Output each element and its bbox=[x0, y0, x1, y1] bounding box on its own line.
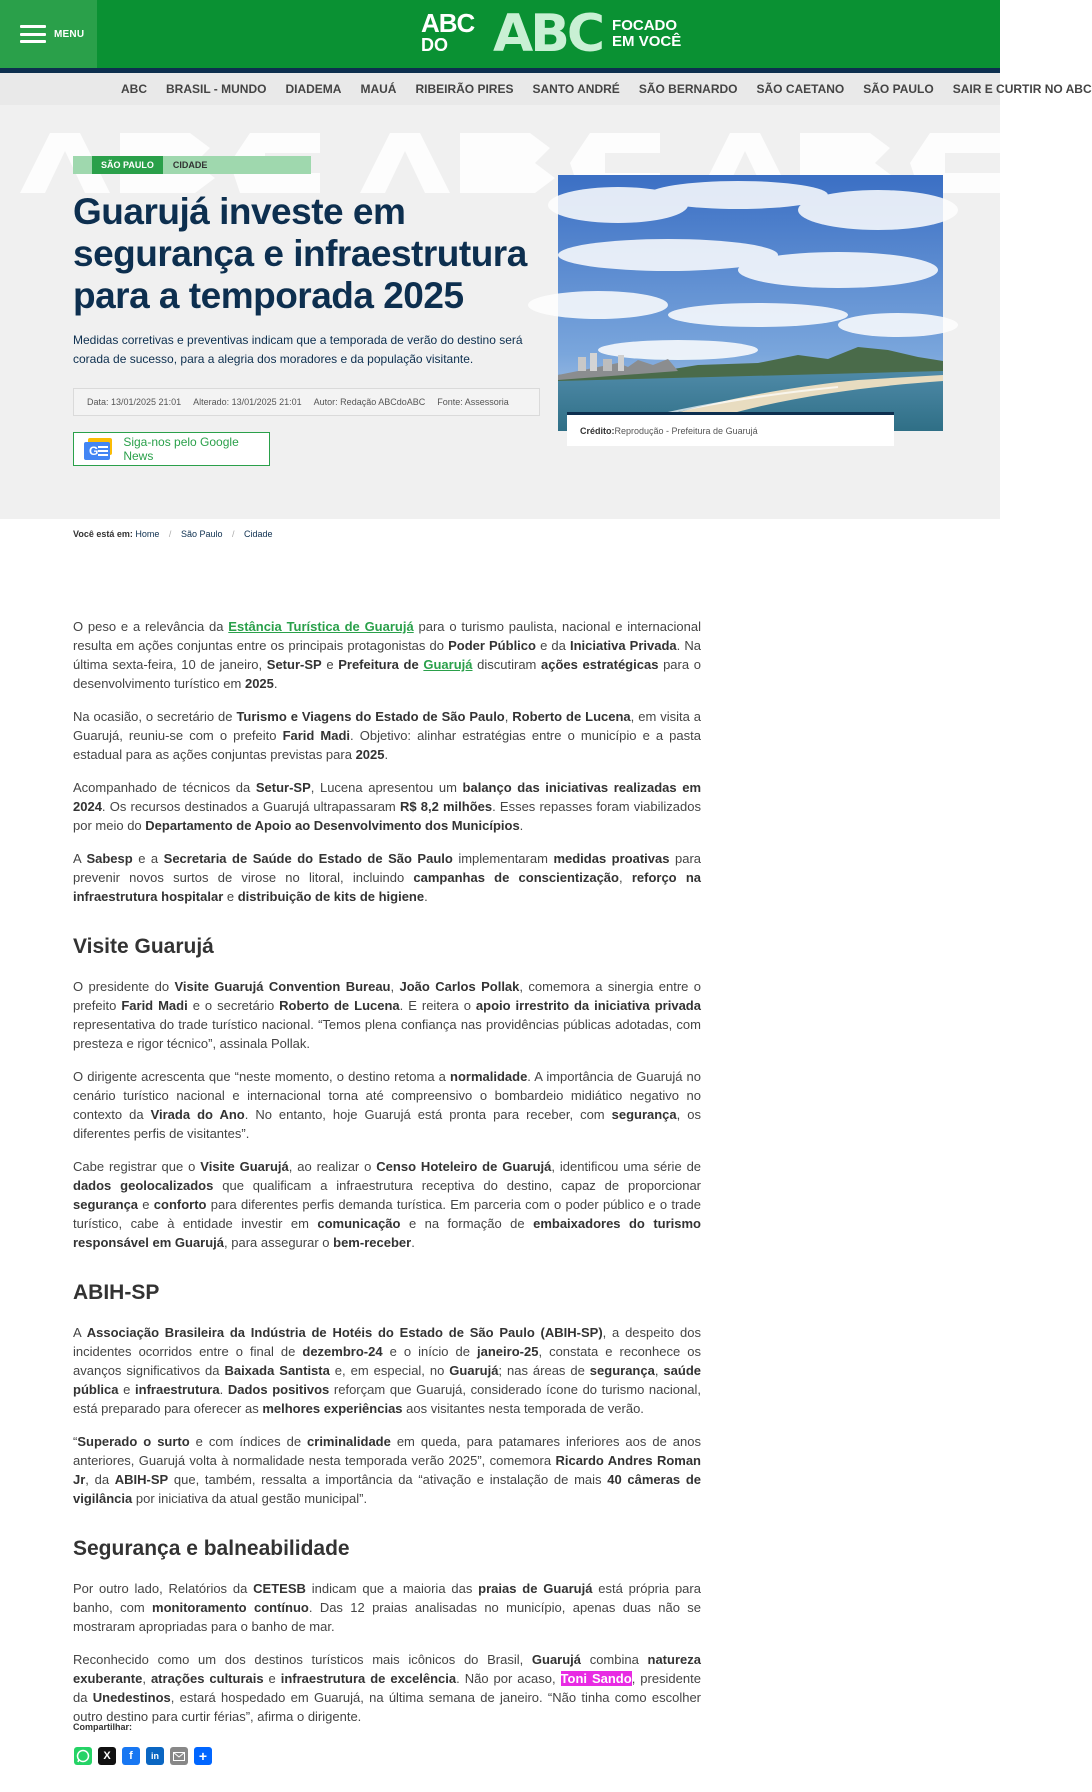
breadcrumb-sao-paulo[interactable]: São Paulo bbox=[180, 529, 223, 539]
email-icon[interactable] bbox=[170, 1747, 188, 1765]
breadcrumb: Você está em: Home / São Paulo / Cidade bbox=[73, 529, 273, 539]
photo-credit bbox=[567, 412, 894, 446]
article-photo bbox=[558, 175, 943, 431]
nav-item-sao-bernardo[interactable]: SÃO BERNARDO bbox=[638, 82, 738, 96]
nav-item-maua[interactable]: MAUÁ bbox=[360, 82, 397, 96]
credit-text: Reprodução - Prefeitura de Guarujá bbox=[614, 426, 758, 436]
meta-author: Autor: Redação ABCdoABC bbox=[313, 397, 426, 407]
nav-item-ribeirao-pires[interactable]: RIBEIRÃO PIRES bbox=[415, 82, 514, 96]
article-subtitle: Medidas corretivas e preventivas indicam que a temporada de verão do destino será corada de sucesso, para a alegria dos moradores e da população visitante. bbox=[73, 333, 523, 366]
tag-sao-paulo[interactable]: SÃO PAULO bbox=[92, 156, 163, 174]
logo-tag-line2: EM VOCÊ bbox=[612, 33, 682, 50]
article-hero bbox=[0, 105, 1000, 519]
category-tags bbox=[73, 156, 311, 174]
logo-big: ABC bbox=[493, 4, 603, 64]
site-logo[interactable] bbox=[421, 4, 682, 64]
whatsapp-icon[interactable] bbox=[74, 1747, 92, 1765]
paragraph-6: O dirigente acrescenta que “neste momento, o destino retoma a normalidade. A importância de Guarujá no cenário turístico nacional e internacional torna até compreensivo o bombardeio midiático negativo no contexto da Virada do Ano. No entanto, hoje Guarujá está pronta para receber, com segurança, os diferentes perfis de visitantes”. bbox=[73, 1069, 701, 1141]
logo-tag-line1: FOCADO bbox=[612, 17, 678, 34]
heading-visite-guaruja: Visite Guarujá bbox=[73, 935, 214, 958]
share-label: Compartilhar: bbox=[73, 1722, 133, 1732]
nav-item-brasil-mundo[interactable]: BRASIL - MUNDO bbox=[166, 82, 267, 96]
breadcrumb-cidade[interactable]: Cidade bbox=[244, 529, 273, 539]
paragraph-7: Cabe registrar que o Visite Guarujá, ao realizar o Censo Hoteleiro de Guarujá, identificou uma série de dados geolocalizados que qualificam a infraestrutura receptiva do destino, capaz de proporcionar segurança e conforto para diferentes perfis demanda turística. Em parceria com o poder público e o trade turístico, cabe à entidade investir em comunicação e na formação de embaixadores do turismo responsável em Guarujá, para assegurar o bem-receber. bbox=[73, 1159, 702, 1250]
nav-item-sair-e-curtir[interactable]: SAIR E CURTIR NO ABC bbox=[952, 82, 1092, 96]
article-title: Guarujá investe em segurança e infraestrutura para a temporada 2025 bbox=[73, 191, 527, 316]
highlighted-name: Toni Sando bbox=[560, 1671, 632, 1686]
meta-source: Fonte: Assessoria bbox=[437, 397, 509, 407]
meta-date: Data: 13/01/2025 21:01 bbox=[87, 397, 182, 407]
menu-button[interactable] bbox=[0, 0, 97, 68]
tag-cidade[interactable]: CIDADE bbox=[172, 160, 208, 170]
paragraph-2: Na ocasião, o secretário de Turismo e Viagens do Estado de São Paulo, Roberto de Lucena, em visita a Guarujá, reuniu-se com o prefeito Farid Madi. Objetivo: alinhar estratégias entre o município e a pasta estadual para as ações conjuntas previstas para 2025. bbox=[73, 709, 701, 762]
nav-item-sao-paulo[interactable]: SÃO PAULO bbox=[863, 82, 934, 96]
paragraph-5: O presidente do Visite Guarujá Convention Bureau, João Carlos Pollak, comemora a sinergia entre o prefeito Farid Madi e o secretário Roberto de Lucena. E reitera o apoio irrestrito da iniciativa privada representativa do trade turístico nacional. “Temos plena confiança nas providências públicas adotadas, com presteza e rigor técnico”, assinala Pollak. bbox=[73, 979, 701, 1051]
paragraph-10: Por outro lado, Relatórios da CETESB indicam que a maioria das praias de Guarujá está própria para banho, com monitoramento contínuo. Das 12 praias analisadas no município, apenas duas não se mostraram apropriadas para o banho de mar. bbox=[73, 1581, 702, 1634]
article-body bbox=[73, 617, 701, 1740]
logo-small-bottom: DO bbox=[421, 35, 448, 55]
paragraph-9: “Superado o surto e com índices de criminalidade em queda, para patamares inferiores aos de anos anteriores, Guarujá volta à normalidade nesta temporada verão 2025”, comemora Ricardo Andres Roman Jr, da ABIH-SP que, também, ressalta a importância da “ativação e instalação de mais 40 câmeras de vigilância por iniciativa da atual gestão municipal”. bbox=[73, 1434, 702, 1506]
linkedin-icon[interactable]: in bbox=[146, 1747, 164, 1765]
menu-label: MENU bbox=[54, 28, 85, 40]
logo-small-top: ABC bbox=[421, 8, 475, 38]
nav-item-diadema[interactable]: DIADEMA bbox=[285, 82, 342, 96]
credit-label: Crédito: bbox=[580, 426, 615, 436]
paragraph-11: Reconhecido como um dos destinos turísticos mais icônicos do Brasil, Guarujá combina natureza exuberante, atrações culturais e infraestrutura de excelência. Não por acaso, Toni Sando, presidente da Unedestinos, estará hospedado em Guarujá, na última semana de janeiro. “Não tinha como escolher outro destino para curtir férias”, afirma o dirigente. bbox=[73, 1652, 701, 1724]
heading-abih-sp: ABIH-SP bbox=[73, 1281, 160, 1304]
nav-item-abc[interactable]: ABC bbox=[121, 82, 147, 96]
share-plus-icon[interactable]: + bbox=[194, 1747, 212, 1765]
paragraph-4: A Sabesp e a Secretaria de Saúde do Estado de São Paulo implementaram medidas proativas para prevenir novos surtos de virose no litoral, incluindo campanhas de conscientização, reforço na infraestrutura hospitalar e distribuição de kits de higiene. bbox=[73, 851, 702, 904]
link-estancia-turistica[interactable]: Estância Turística de Guarujá bbox=[228, 619, 414, 634]
paragraph-3: Acompanhado de técnicos da Setur-SP, Lucena apresentou um balanço das iniciativas realizadas em 2024. Os recursos destinados a Guarujá ultrapassaram R$ 8,2 milhões. Esses repasses foram viabilizados por meio do Departamento de Apoio ao Desenvolvimento dos Municípios. bbox=[73, 780, 701, 833]
x-icon[interactable]: X bbox=[98, 1747, 116, 1765]
meta-altered: Alterado: 13/01/2025 21:01 bbox=[193, 397, 302, 407]
google-news-icon: G bbox=[84, 438, 115, 460]
hamburger-icon bbox=[20, 25, 46, 43]
heading-seguranca-balneabilidade: Segurança e balneabilidade bbox=[73, 1537, 350, 1560]
nav-item-santo-andre[interactable]: SANTO ANDRÉ bbox=[532, 82, 620, 96]
breadcrumb-label: Você está em: bbox=[73, 529, 133, 539]
google-news-label: Siga-nos pelo Google News bbox=[123, 435, 239, 463]
paragraph-8: A Associação Brasileira da Indústria de Hotéis do Estado de São Paulo (ABIH-SP), a despeito dos incidentes ocorridos entre o final de dezembro-24 e o início de janeiro-25, constata e reconhece os avanços significativos da Baixada Santista e, em especial, no Guarujá; nas áreas de segurança, saúde pública e infraestrutura. Dados positivos reforçam que Guarujá, considerado ícone do turismo nacional, está preparado para oferecer as melhores experiências aos visitantes nesta temporada de verão. bbox=[73, 1325, 701, 1416]
paragraph-1: O peso e a relevância da Estância Turística de Guarujá para o turismo paulista, nacional e internacional resulta em ações conjuntas entre os principais protagonistas do Poder Público e da Iniciativa Privada. Na última sexta-feira, 10 de janeiro, Setur-SP e Prefeitura de Guarujá discutiram ações estratégicas para o desenvolvimento turístico em 2025. bbox=[73, 619, 701, 691]
facebook-icon[interactable]: f bbox=[122, 1747, 140, 1765]
nav-item-sao-caetano[interactable]: SÃO CAETANO bbox=[756, 82, 845, 96]
top-header bbox=[0, 0, 1000, 68]
share-buttons bbox=[74, 1747, 218, 1765]
link-guaruja[interactable]: Guarujá bbox=[423, 657, 473, 672]
breadcrumb-home[interactable]: Home bbox=[135, 529, 160, 539]
google-news-button[interactable] bbox=[73, 432, 270, 466]
article-meta bbox=[73, 388, 540, 416]
